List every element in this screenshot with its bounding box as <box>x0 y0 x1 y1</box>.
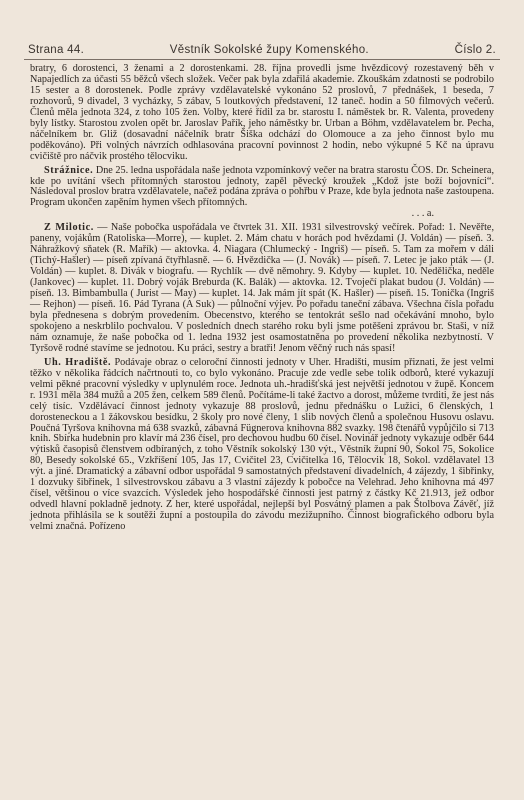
paragraph-text: Dne 25. ledna uspořádala naše jednota vzpomínkový večer na bratra starostu ČOS. Dr. Scheinera, kde po uvítání všech přítomných starostou jednoty, zapěl pěvecký kroužek „Kdož jste boží bojovníci“. Následoval proslov bratra vzdělavatele, načež podána zpráva o pohřbu v Praze, kde byla jednota naše zastoupena. Program ukončen zapěním hymen všech přítomných. <box>30 164 494 209</box>
paragraph-uh-hradiste <box>30 358 494 533</box>
paragraph-straznice <box>30 166 494 210</box>
paragraph-napajedla <box>30 64 494 163</box>
paragraph-text: Podávaje obraz o celoroční činnosti jednoty v Uher. Hradišti, musím přiznati, že jest velmi těžko v několika řádcích načrtnouti to, co bylo vykonáno. Pracuje zde vedle sebe tolik odborů, které vykazují velmi pěkné pracovní výsledky v uplynulém roce. Jednota uh.-hradišťská jest největší jednotou v župě. Koncem r. 1931 měla 384 mužů a 205 žen, celkem 589 členů. Počítáme-li také žactvo a dorost, můžeme tvrditi, že jest nás celý tisíc. Vzdělávací činnost jednoty vykazuje 88 proslovů, jednu přednášku o Lužici, 6 členských, 1 dorosteneckou a 1 žákovskou besídku, 2 školy pro nové členy, 1 slib nových členů a společnou Husovu oslavu. Poučná Tyršova knihovna má 638 svazků, zábavná Fügnerova knihovna 882 svazky. 198 čtenářů vypůjčilo si 713 knih. Sbírka hudebnin pro klavír má 236 čísel, pro dechovou hudbu 60 čísel. Novinář jednoty vykazuje odběr 644 výtisků časopisů členstvem odbíraných, z toho Věstník sokolský 130 výt., Věstník župní 90, Sokol 75, Sokolice 80, Besedy sokolské 65., Vzkříšení 105, Jas 17, Cvičitel 23, Cvičitelka 16, Tělocvik 18, Sokol. vzdělavatel 13 výt. a jiné. Dramatický a zábavní odbor uspořádal 9 samostatných představení divadelních, 4 zájezdy, 1 šibřinky, 1 dozvuky šibřinek, 1 silvestrovskou zábavu a 3 vlastní zájezdy k pobočce na Velehrad. Jeho knihovna má 497 čísel, většinou o více svazcích. Výsledek jeho hospodářské činnosti jest patrný z částky Kč 21.913, jež odbor odvedl hlavní pokladně jednoty. Z her, které uspořádal, nejlepší byl Posvátný plamen a pak Štolbova Závěť, jíž jednota přihlásila se k soutěži župní a postoupila do závodu mezižupního. Činnost biografického odboru byla velmi značná. Pořízeno <box>30 356 494 533</box>
article-body <box>24 64 500 533</box>
page-header <box>24 44 500 60</box>
issue-number: Číslo 2. <box>454 44 496 56</box>
paragraph-heading: Z Milotic. <box>44 222 94 234</box>
paragraph-heading: Strážnice. <box>44 164 94 176</box>
paragraph-text: — Naše pobočka uspořádala ve čtvrtek 31. XII. 1931 silvestrovský večírek. Pořad: 1. Nevěřte, paneny, vojákům (Ratoliska—Morre), — kuplet. 2. Mám chatu v horách pod hvězdami (J. Voldán) — píseň. 3. Náhražkový sňatek (R. Mařík) — aktovka. 4. Niagara (Chlumecký - Ingriš) — píseň. 5. Tam za mořem v dáli (Tichý-Hašler) — píseň zpívaná čtyřhlasně. — 6. Hvězdička — (J. Novák) — píseň. 7. Letec je jako pták — (J. Voldán) — kuplet. 8. Divák v biografu. — Rychlík — dvě němohry. 9. Kdyby — kuplet. 10. Nedělička, neděle (Jankovec) — kuplet. 11. Dobrý voják Breburda (K. Balák) — aktovka. 12. Tvoječí plakat budou (J. Voldán) — píseň. 13. Bimbambulla ( Jurist — May) — kuplet. 14. Jak mám jít spát (K. Hašler) — píseň. 15. Tonička (Ingriš — Rejhon) — píseň. 16. Pád Tyrana (A Suk) — půlnoční výjev. Po pořadu taneční zábava. Všechna čísla pořadu byla přednesena s dobrým provedením. Obecenstvo, kterého se tentokrát sešlo nad očekávání mnoho, bylo spokojeno a neskrblilo pochvalou. V posledních dnech starého roku byli jsme potěšeni zprávou br. Staši, v níž nám oznamuje, že naše pobočka od 1. ledna 1932 jest osamostatněna po provedení několika nezbytností. V Tyršově rodné stavíme se jednotou. Ku práci, sestry a bratři! Jenom věčný ruch nás spasí! <box>30 222 494 354</box>
journal-title: Věstník Sokolské župy Komenského. <box>169 44 369 56</box>
paragraph-milotice <box>30 223 494 354</box>
signature: . . . a. <box>411 208 434 220</box>
page-number: Strana 44. <box>28 44 85 56</box>
paragraph-heading: Uh. Hradiště. <box>44 356 112 368</box>
paragraph-text: bratry, 6 dorostenci, 3 ženami a 2 dorostenkami. 28. října provedli jsme hvězdicový rozestavený běh v Napajedlích za účasti 55 běžců všech složek. Večer pak byla zdařilá akademie. Zkouškám zdatnosti se podrobilo 15 sester a 8 dorostenek. Podle zprávy vzdělavatelské vykonáno 52 proslovů, 7 přednášek, 1 beseda, 7 rozhovorů, 9 divadel, 3 vycházky, 5 zábav, 5 loutkových představení, 12 taneč. hodin a 50 filmových večerů. Členů měla jednota 324, z toho 105 žen. Volby, které řídil za br. starostu I. náměstek br. R. Valenta, provedeny byly lístky. Starostou zvolen opět br. Jaroslav Pařík, jeho náměstky br. Urban a Böhm, vzdělavatelem br. Pecha, náčelníkem br. Gliž (dosavadní náčelník bratr Šiška odchází do Olomouce a za jeho činnost bylo mu poděkováno). Při volných návrzích odhlasována pracovní povinnost 2 hodin, nebo výkupné 5 Kč na úpravu cvičiště pro náčvik prostého tělocviku. <box>30 63 494 162</box>
